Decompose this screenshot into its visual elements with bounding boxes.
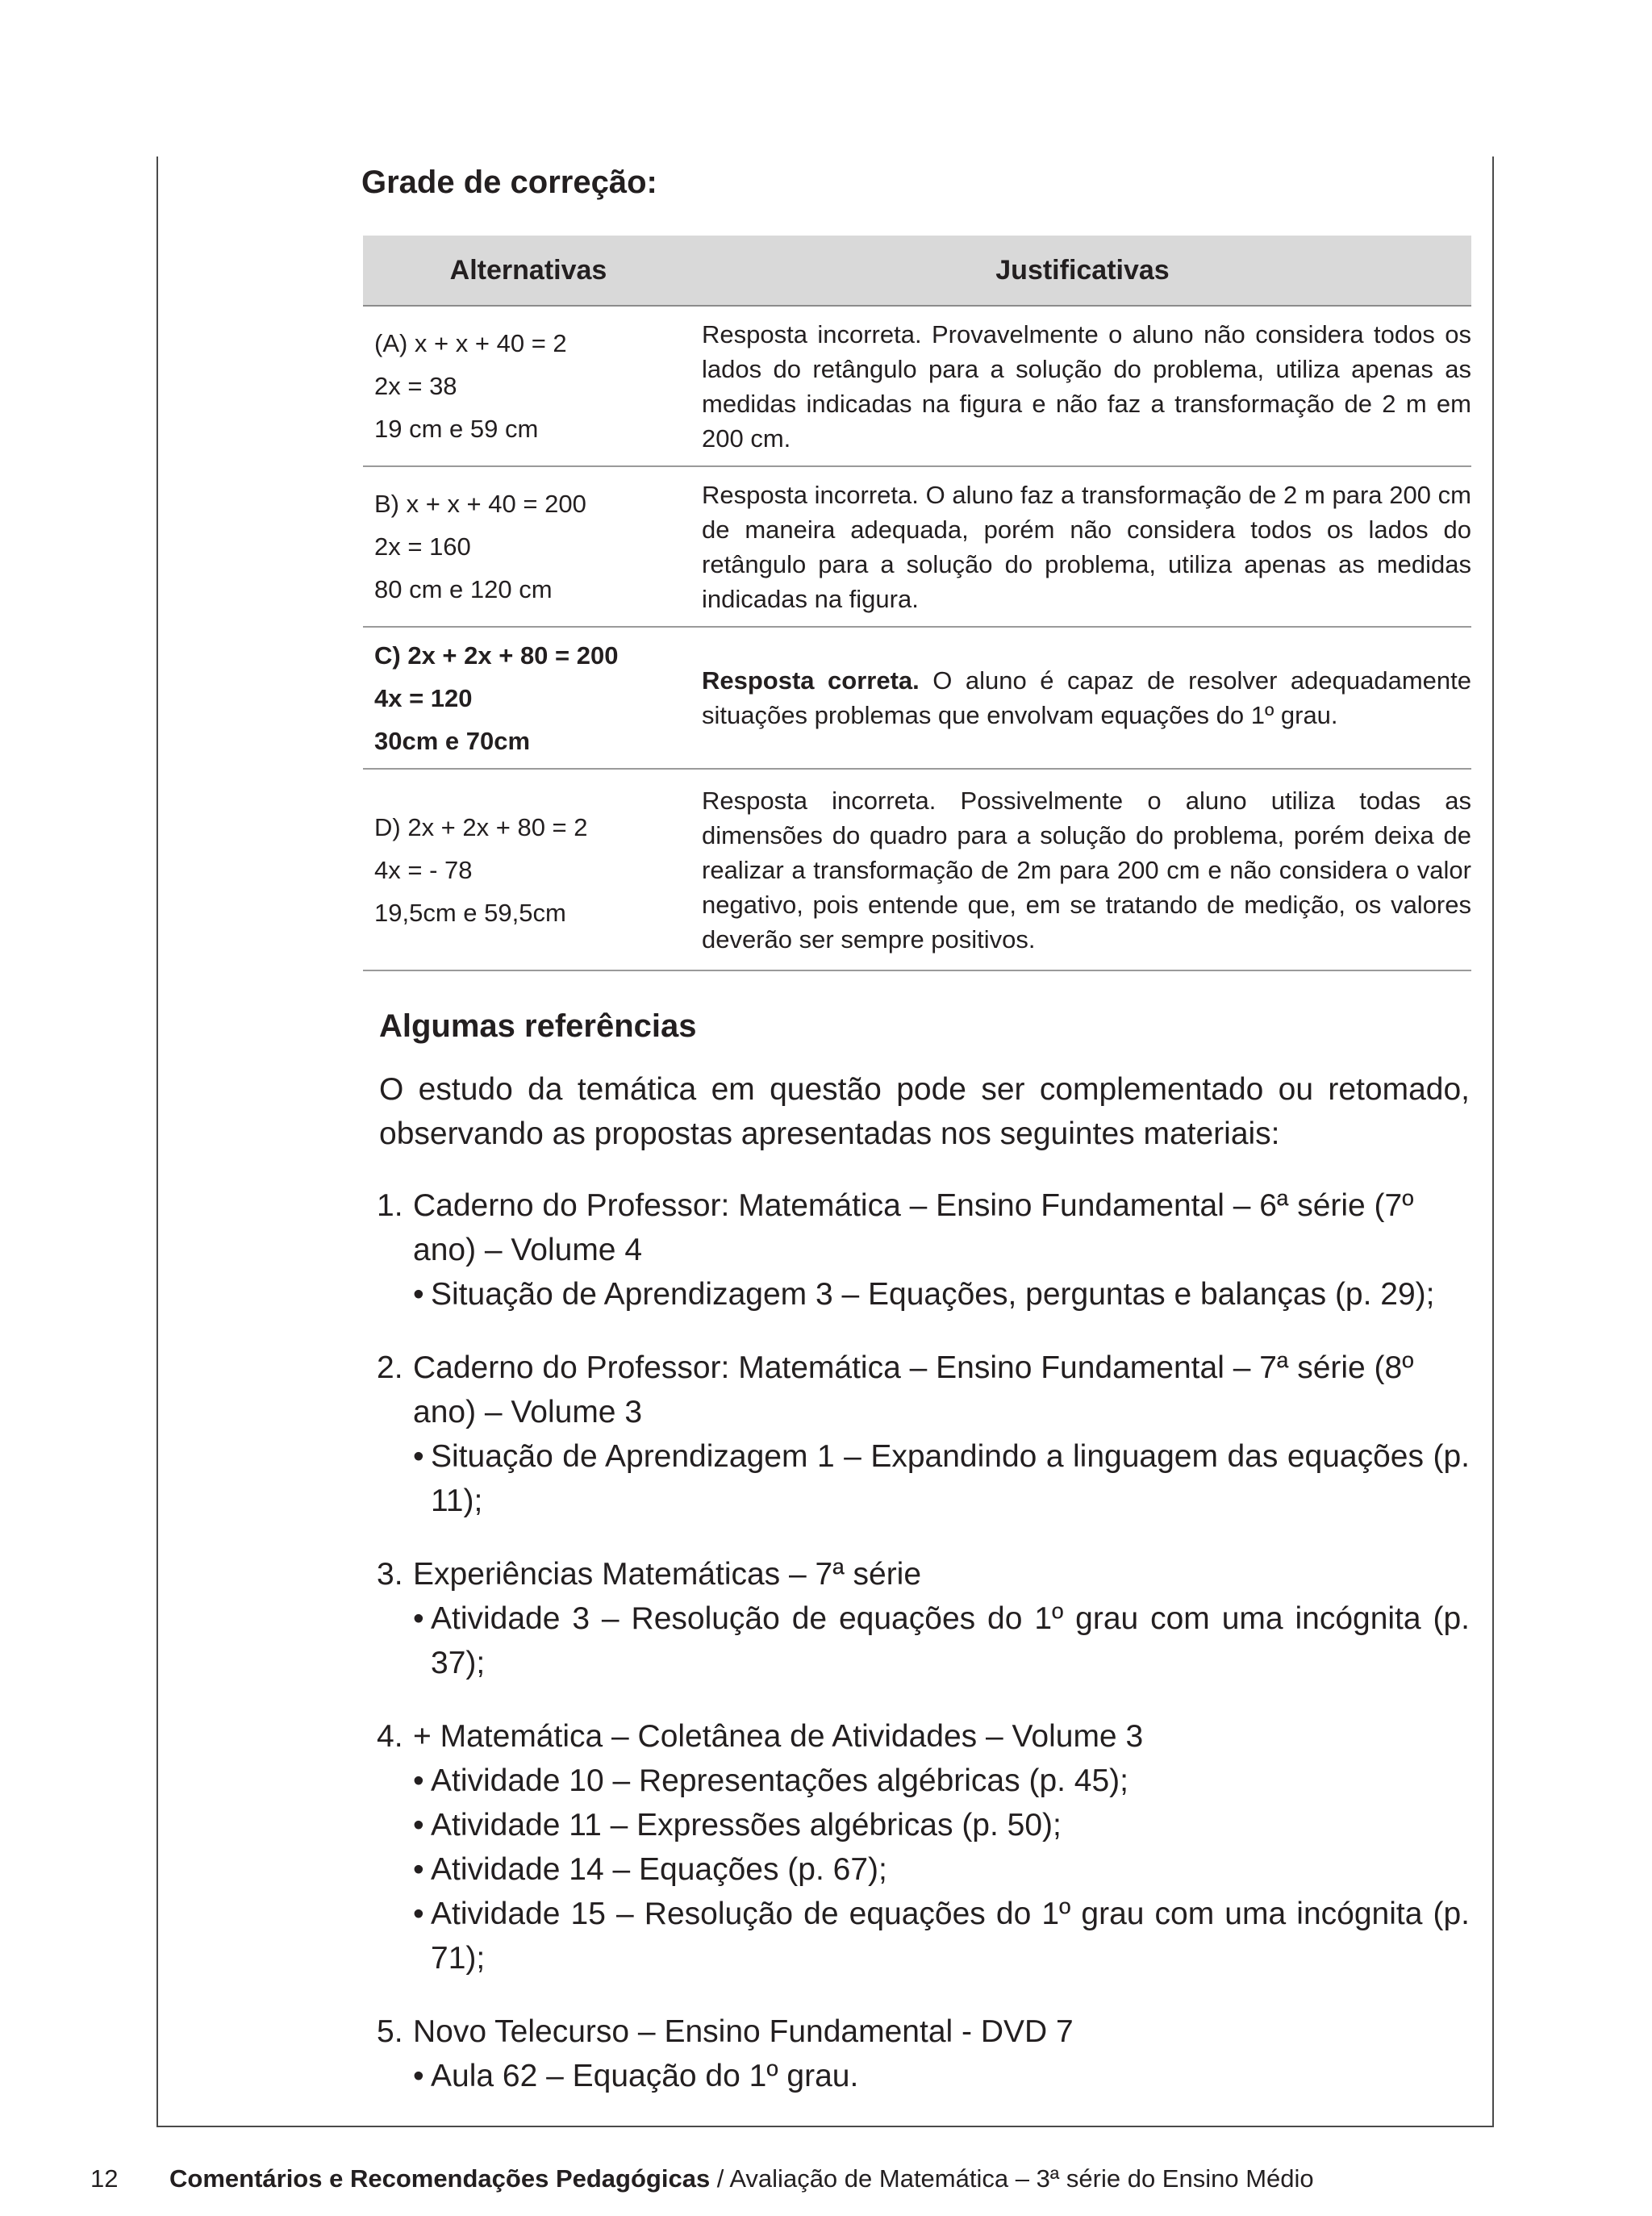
- alternative-line: 19,5cm e 59,5cm: [374, 898, 566, 927]
- alternative-line: 4x = 120: [374, 683, 473, 712]
- reference-title: Caderno do Professor: Matemática – Ensino Fundamental – 6ª série (7º ano) – Volume 4: [413, 1188, 1414, 1267]
- frame-right-border: [1492, 156, 1494, 2127]
- bullet-icon: •: [413, 1808, 424, 1842]
- reference-number: 4.: [377, 1719, 403, 1754]
- alternative-cell: [363, 306, 694, 466]
- table-row: [363, 466, 1471, 627]
- justification-text: [702, 317, 1471, 456]
- justification-body: Resposta incorreta. O aluno faz a transformação de 2 m para 200 cm de maneira adequada, porém não considera todos os lados do retângulo para a solução do problema, utiliza apenas as medidas indicadas na figura.: [702, 480, 1471, 613]
- reference-bullet: [413, 1272, 1470, 1317]
- bullet-text: Atividade 15 – Resolução de equações do 1º grau com uma incógnita (p. 71);: [431, 1897, 1470, 1976]
- references-section: [379, 1008, 1470, 2127]
- bullet-icon: •: [413, 1897, 424, 1931]
- bullet-text: Atividade 3 – Resolução de equações do 1º grau com uma incógnita (p. 37);: [431, 1601, 1470, 1680]
- header-justificativas: Justificativas: [694, 236, 1471, 306]
- justification-cell: [694, 627, 1471, 769]
- reference-title: Experiências Matemáticas – 7ª série: [413, 1557, 922, 1592]
- justification-cell: [694, 466, 1471, 627]
- alternative-line: C) 2x + 2x + 80 = 200: [374, 641, 619, 670]
- table-row-correct: [363, 627, 1471, 769]
- references-intro: O estudo da temática em questão pode ser complementado ou retomado, observando as propostas apresentadas nos seguintes materiais:: [379, 1072, 1470, 1151]
- reference-bullet: [413, 1803, 1470, 1847]
- header-alternativas: Alternativas: [363, 236, 694, 306]
- reference-item: [379, 2009, 1470, 2098]
- bullet-text: Atividade 14 – Equações (p. 67);: [431, 1852, 887, 1887]
- reference-item: [379, 1346, 1470, 1523]
- justification-cell: [694, 769, 1471, 970]
- bullet-icon: •: [413, 2059, 424, 2093]
- reference-item: [379, 1552, 1470, 1685]
- bullet-icon: •: [413, 1852, 424, 1887]
- reference-bullet: [413, 2054, 1470, 2098]
- reference-number: 1.: [377, 1188, 403, 1223]
- references-title: Algumas referências: [379, 1008, 697, 1044]
- justification-body: Resposta incorreta. Possivelmente o aluno utiliza todas as dimensões do quadro para a solução do problema, porém deixa de realizar a transformação de 2m para 200 cm e não considera o valor negativo, pois entende que, em se tratando de medição, os valores deverão ser sempre positivos.: [702, 786, 1471, 954]
- frame-left-border: [156, 156, 158, 2127]
- alternative-line: D) 2x + 2x + 80 = 2: [374, 812, 588, 841]
- justification-text: [702, 478, 1471, 616]
- alternative-line: 80 cm e 120 cm: [374, 575, 553, 603]
- reference-title: Caderno do Professor: Matemática – Ensino Fundamental – 7ª série (8º ano) – Volume 3: [413, 1350, 1414, 1429]
- footer-publication-title: Comentários e Recomendações Pedagógicas: [169, 2164, 711, 2193]
- alternative-cell: [363, 466, 694, 627]
- reference-number: 2.: [377, 1350, 403, 1385]
- bullet-icon: •: [413, 1763, 424, 1798]
- bullet-text: Situação de Aprendizagem 3 – Equações, perguntas e balanças (p. 29);: [431, 1277, 1435, 1312]
- bullet-icon: •: [413, 1439, 424, 1474]
- reference-item: [379, 1183, 1470, 1317]
- reference-title: + Matemática – Coletânea de Atividades – Volume 3: [413, 1719, 1144, 1754]
- table-header-row: [363, 236, 1471, 306]
- table-row: [363, 769, 1471, 970]
- reference-bullet: [413, 1847, 1470, 1892]
- alternative-line: B) x + x + 40 = 200: [374, 490, 586, 518]
- bullet-text: Aula 62 – Equação do 1º grau.: [431, 2059, 859, 2093]
- reference-bullet: [413, 1434, 1470, 1523]
- reference-bullet: [413, 1596, 1470, 1685]
- footer-text: [169, 2164, 1314, 2193]
- reference-item: [379, 1714, 1470, 1980]
- alternative-line: 4x = - 78: [374, 855, 473, 884]
- grade-title: Grade de correção:: [361, 165, 657, 200]
- reference-number: 5.: [377, 2014, 403, 2049]
- bullet-icon: •: [413, 1277, 424, 1312]
- alternative-line: 2x = 38: [374, 372, 457, 400]
- alternative-cell: [363, 627, 694, 769]
- justification-cell: [694, 306, 1471, 466]
- footer-subtitle: / Avaliação de Matemática – 3ª série do Ensino Médio: [710, 2164, 1314, 2193]
- alternative-line: (A) x + x + 40 = 2: [374, 329, 567, 357]
- reference-number: 3.: [377, 1557, 403, 1592]
- reference-title: Novo Telecurso – Ensino Fundamental - DVD 7: [413, 2014, 1074, 2049]
- bullet-icon: •: [413, 1601, 424, 1636]
- alternative-line: 30cm e 70cm: [374, 726, 531, 755]
- correct-answer-label: Resposta correta.: [702, 666, 920, 695]
- reference-bullet: [413, 1759, 1470, 1803]
- alternative-cell: [363, 769, 694, 970]
- table-row: [363, 306, 1471, 466]
- page-number: 12: [90, 2164, 119, 2193]
- bullet-text: Atividade 11 – Expressões algébricas (p. 50);: [431, 1808, 1062, 1842]
- justification-text: [702, 663, 1471, 732]
- justification-text: [702, 783, 1471, 957]
- bullet-text: Situação de Aprendizagem 1 – Expandindo a linguagem das equações (p. 11);: [431, 1439, 1470, 1518]
- grade-table: [363, 236, 1471, 971]
- alternative-line: 19 cm e 59 cm: [374, 415, 539, 443]
- justification-body: Resposta incorreta. Provavelmente o aluno não considera todos os lados do retângulo para a solução do problema, utiliza apenas as medidas indicadas na figura e não faz a transformação de 2 m em 200 cm.: [702, 319, 1471, 453]
- justification-body: O aluno é capaz de resolver adequadamente situações problemas que envolvam equações do 1º grau.: [702, 666, 1471, 729]
- alternative-line: 2x = 160: [374, 532, 471, 561]
- reference-bullet: [413, 1892, 1470, 1980]
- bullet-text: Atividade 10 – Representações algébricas (p. 45);: [431, 1763, 1129, 1798]
